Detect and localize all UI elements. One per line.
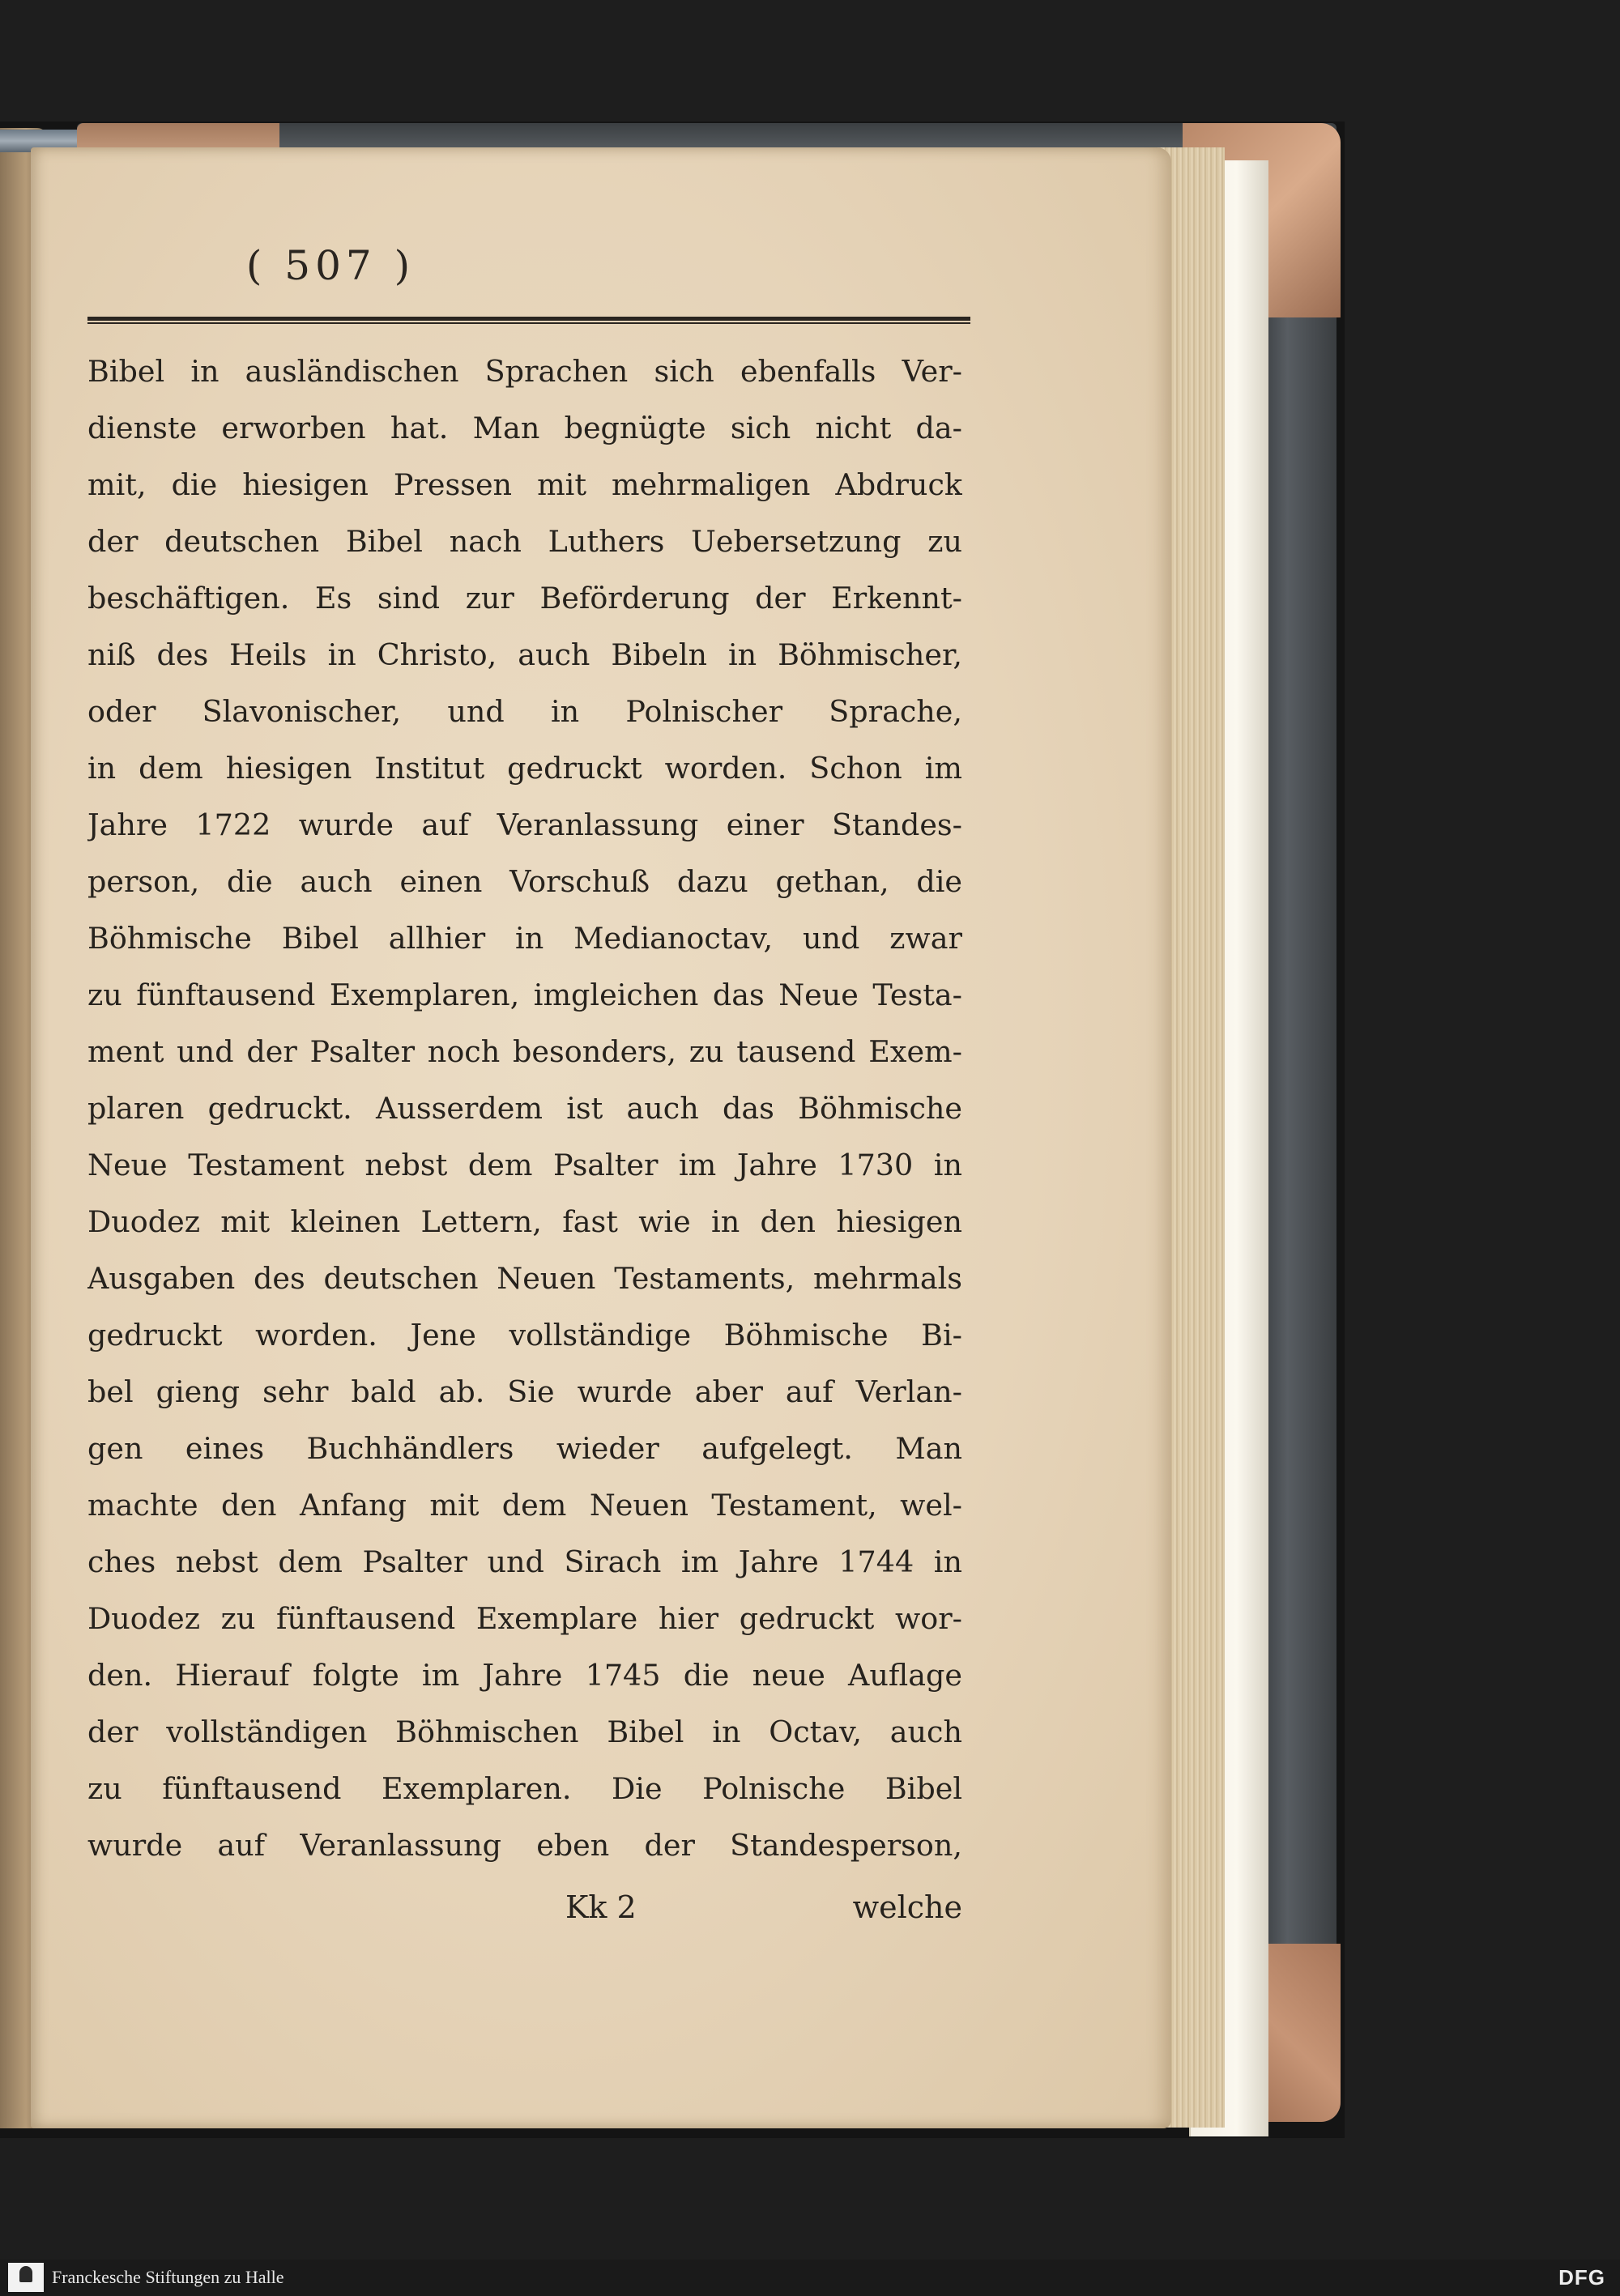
text-line: oder Slavonischer, und in Polnischer Sprache,: [87, 694, 962, 729]
text-line: Ausgaben des deutschen Neuen Testaments, mehrmals: [87, 1261, 962, 1296]
text-line: in dem hiesigen Institut gedruckt worden. Schon im: [87, 751, 962, 786]
header-rule: [87, 317, 970, 324]
text-line: bel gieng sehr bald ab. Sie wurde aber auf Verlan-: [87, 1374, 962, 1409]
page-footer: [87, 1879, 962, 1936]
text-line: der deutschen Bibel nach Luthers Uebersetzung zu: [87, 524, 962, 559]
text-line: dienste erworben hat. Man begnügte sich nicht da-: [87, 411, 962, 445]
text-line: gedruckt worden. Jene vollständige Böhmische Bi-: [87, 1318, 962, 1352]
body-text: [87, 343, 962, 1874]
text-line: zu fünftausend Exemplaren, imgleichen das Neue Testa-: [87, 978, 962, 1012]
text-line: der vollständigen Böhmischen Bibel in Octav, auch: [87, 1715, 962, 1749]
institution-credit: Franckesche Stiftungen zu Halle: [52, 2267, 284, 2287]
text-line: Duodez mit kleinen Lettern, fast wie in den hiesigen: [87, 1204, 962, 1239]
text-line: Böhmische Bibel allhier in Medianoctav, und zwar: [87, 921, 962, 956]
text-line: beschäftigen. Es sind zur Beförderung der Erkennt-: [87, 581, 962, 616]
text-line: person, die auch einen Vorschuß dazu gethan, die: [87, 864, 962, 899]
page-text-block: [87, 241, 962, 1936]
text-line: plaren gedruckt. Ausserdem ist auch das Böhmische: [87, 1091, 962, 1126]
text-line: ches nebst dem Psalter und Sirach im Jahre 1744 in: [87, 1544, 962, 1579]
text-line: den. Hierauf folgte im Jahre 1745 die neue Auflage: [87, 1658, 962, 1693]
page-number: ( 507 ): [245, 242, 416, 289]
text-line: Jahre 1722 wurde auf Veranlassung einer Standes-: [87, 807, 962, 842]
text-line: ment und der Psalter noch besonders, zu tausend Exem-: [87, 1034, 962, 1069]
text-line: mit, die hiesigen Pressen mit mehrmaligen Abdruck: [87, 467, 962, 502]
text-line: zu fünftausend Exemplaren. Die Polnische Bibel: [87, 1771, 962, 1806]
text-line: wurde auf Veranlassung eben der Standesperson,: [87, 1828, 962, 1863]
catchword: welche: [852, 1889, 962, 1925]
dfg-logo: DFG: [1558, 2265, 1605, 2290]
text-line: Bibel in ausländischen Sprachen sich ebenfalls Ver-: [87, 354, 962, 389]
text-line: niß des Heils in Christo, auch Bibeln in Böhmischer,: [87, 637, 962, 672]
text-line: gen eines Buchhändlers wieder aufgelegt. Man: [87, 1431, 962, 1466]
text-line: Duodez zu fünftausend Exemplare hier gedruckt wor-: [87, 1601, 962, 1636]
book-page: [31, 147, 1171, 2128]
text-line: Neue Testament nebst dem Psalter im Jahre 1730 in: [87, 1148, 962, 1182]
text-line: machte den Anfang mit dem Neuen Testament, wel-: [87, 1488, 962, 1523]
institution-logo-icon: [8, 2263, 44, 2292]
signature-mark: Kk 2: [565, 1889, 637, 1925]
